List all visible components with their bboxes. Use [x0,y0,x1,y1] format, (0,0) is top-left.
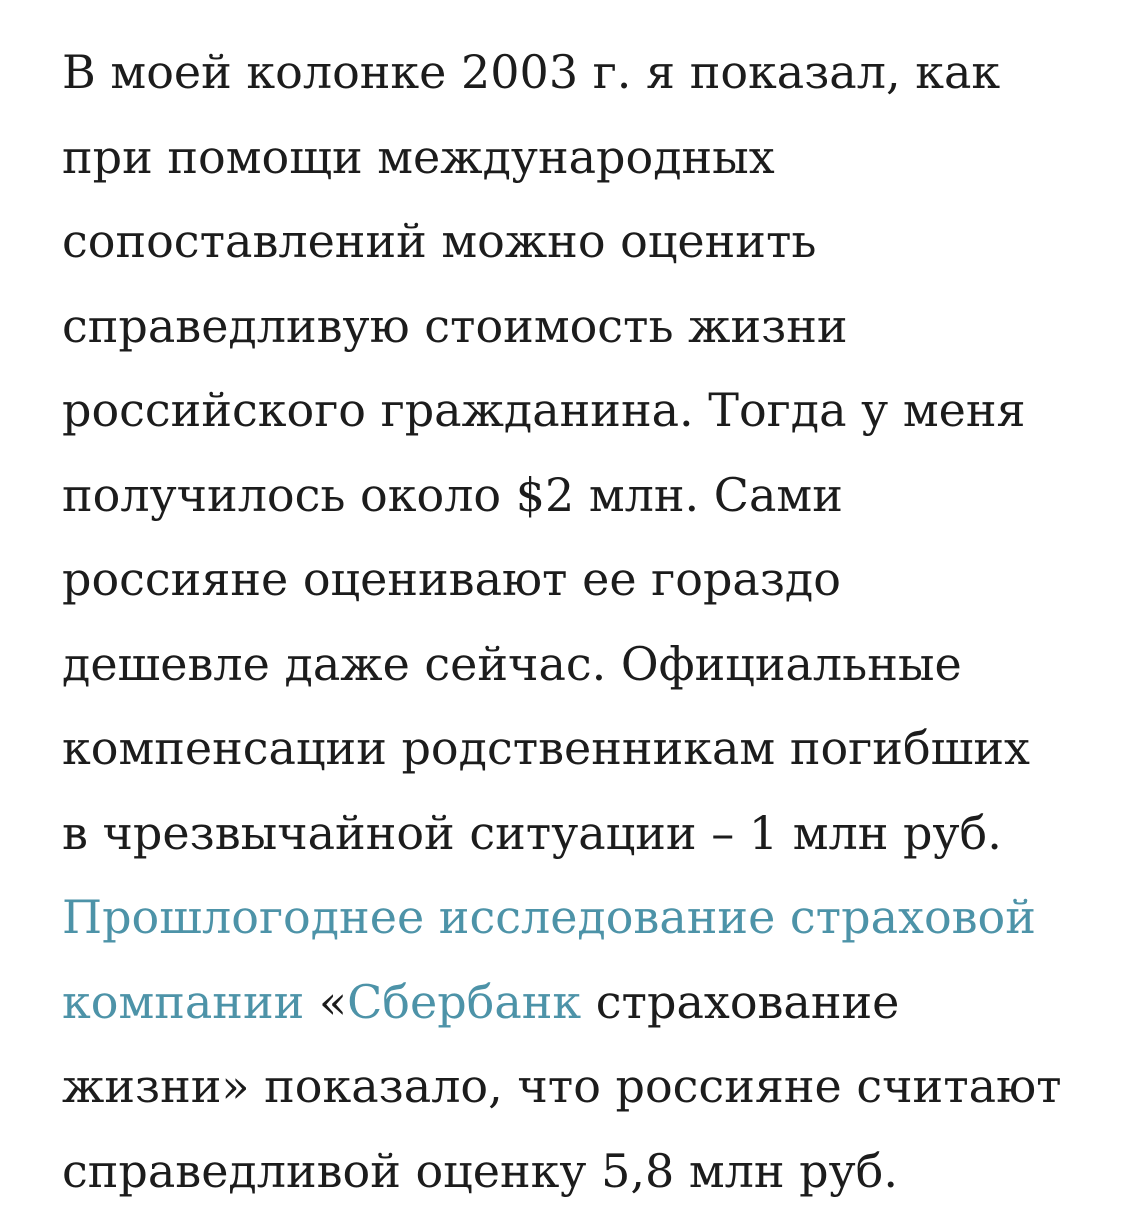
article-paragraph [62,30,1082,1213]
opening-quote: « [318,974,348,1029]
article-text-line: жизни» показало, что россияне считают [62,1059,1062,1113]
article-text-line: справедливой оценку 5,8 млн руб. [62,1143,898,1198]
article-text-line: в чрезвычайной ситуации – 1 млн руб. [62,805,1002,860]
research-link-continued[interactable]: компании [62,974,305,1029]
article-text-line: справедливую стоимость жизни [62,298,848,353]
article-text-fragment: страхование [581,974,900,1029]
article-text-line: получилось около $2 млн. Сами [62,467,843,522]
article-text-line: при помощи международных [62,129,775,184]
article-text-line: россияне оценивают ее гораздо [62,552,841,606]
link-separator [304,975,319,1029]
article-link-line [62,875,1082,960]
article-text-line: компенсации родственникам погибших [62,721,1030,775]
article-text-line: В моей колонке 2003 г. я показал, как [62,45,1001,99]
research-link[interactable]: Прошлогоднее исследование страховой [62,890,1036,944]
article-text-line: дешевле даже сейчас. Официальные [62,636,962,691]
article-text-line: российского гражданина. Тогда у меня [62,383,1026,437]
article-text-line: сопоставлений можно оценить [62,214,817,268]
article-link-line [62,960,1082,1045]
sberbank-link[interactable]: Сбербанк [347,974,582,1029]
